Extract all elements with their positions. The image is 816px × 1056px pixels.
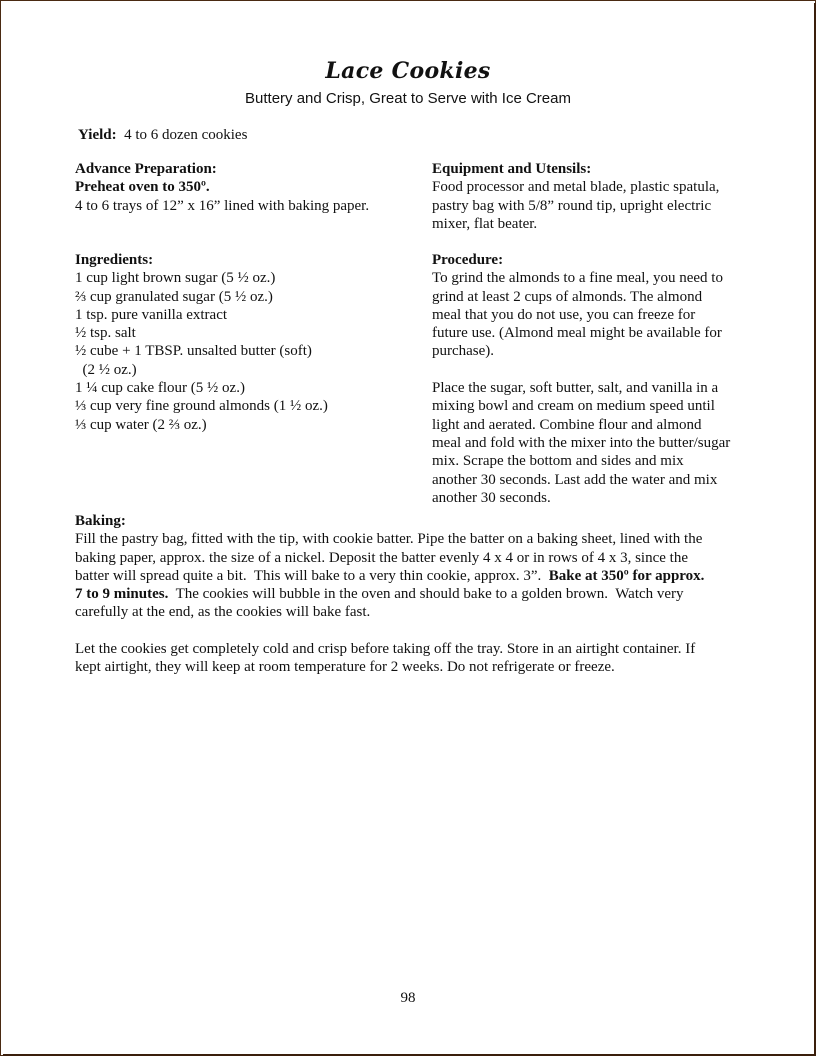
ingredients-section bbox=[75, 251, 415, 434]
procedure-line: future use. (Almond meal might be available for bbox=[432, 325, 722, 342]
page-number: 98 bbox=[400, 990, 416, 1006]
equipment-line: Food processor and metal blade, plastic spatula, bbox=[432, 179, 720, 196]
procedure-heading: Procedure: bbox=[432, 252, 504, 268]
baking-line: baking paper, approx. the size of a nickel. Deposit the batter evenly 4 x 4 or in rows of 4 x 3, since the bbox=[75, 549, 688, 566]
procedure-spacer bbox=[432, 361, 762, 379]
ingredient-item: ½ tsp. salt bbox=[75, 325, 136, 342]
recipe-subtitle: Buttery and Crisp, Great to Serve with Ice Cream bbox=[245, 90, 571, 107]
preheat-line: Preheat oven to 350º. bbox=[75, 179, 210, 196]
procedure-line: Place the sugar, soft butter, salt, and vanilla in a bbox=[432, 380, 719, 397]
ingredient-item: 1 ¼ cup cake flour (5 ½ oz.) bbox=[75, 380, 245, 397]
procedure-line: another 30 seconds. bbox=[432, 489, 551, 506]
ingredient-item: (2 ½ oz.) bbox=[75, 361, 137, 378]
baking-temp-emphasis: Bake at 350º for approx. bbox=[548, 567, 705, 584]
baking-heading: Baking: bbox=[75, 513, 126, 529]
baking-text: The cookies will bubble in the oven and should bake to a golden brown. Watch very bbox=[168, 586, 684, 603]
advance-preparation-heading: Advance Preparation: bbox=[75, 161, 217, 177]
equipment-section bbox=[432, 160, 762, 233]
baking-line: Fill the pastry bag, fitted with the tip, with cookie batter. Pipe the batter on a baking sheet, lined with the bbox=[75, 531, 703, 548]
baking-line bbox=[75, 567, 755, 585]
yield-line bbox=[78, 127, 247, 144]
procedure-line: meal and fold with the mixer into the butter/sugar bbox=[432, 434, 731, 451]
ingredient-item: ½ cube + 1 TBSP. unsalted butter (soft) bbox=[75, 343, 312, 360]
ingredient-item: ⅔ cup granulated sugar (5 ½ oz.) bbox=[75, 288, 273, 305]
baking-line: carefully at the end, as the cookies will bake fast. bbox=[75, 604, 371, 621]
procedure-line: another 30 seconds. Last add the water and mix bbox=[432, 471, 718, 488]
procedure-line: mixing bowl and cream on medium speed until bbox=[432, 398, 715, 415]
baking-time-emphasis: 7 to 9 minutes. bbox=[75, 586, 169, 603]
procedure-line: meal that you do not use, you can freeze for bbox=[432, 306, 696, 323]
ingredient-item: ⅓ cup very fine ground almonds (1 ½ oz.) bbox=[75, 398, 328, 415]
procedure-line: To grind the almonds to a fine meal, you need to bbox=[432, 270, 723, 287]
ingredient-item: 1 cup light brown sugar (5 ½ oz.) bbox=[75, 270, 276, 287]
recipe-title: Lace Cookies bbox=[325, 58, 491, 84]
ingredient-item: ⅓ cup water (2 ⅔ oz.) bbox=[75, 416, 207, 433]
procedure-line: grind at least 2 cups of almonds. The almond bbox=[432, 288, 703, 305]
procedure-section bbox=[432, 251, 762, 507]
procedure-line: mix. Scrape the bottom and sides and mix bbox=[432, 453, 684, 470]
baking-spacer bbox=[75, 622, 755, 640]
baking-section bbox=[75, 512, 755, 677]
ingredient-item: 1 tsp. pure vanilla extract bbox=[75, 306, 228, 323]
advance-preparation-section bbox=[75, 160, 415, 215]
baking-text: batter will spread quite a bit. This will bake to a very thin cookie, approx. 3”. bbox=[75, 567, 549, 584]
baking-line bbox=[75, 585, 755, 603]
storage-line: kept airtight, they will keep at room temperature for 2 weeks. Do not refrigerate or freeze. bbox=[75, 659, 615, 676]
procedure-line: purchase). bbox=[432, 343, 495, 360]
yield-value: 4 to 6 dozen cookies bbox=[124, 127, 248, 143]
procedure-line: light and aerated. Combine flour and almond bbox=[432, 416, 702, 433]
trays-line: 4 to 6 trays of 12” x 16” lined with baking paper. bbox=[75, 197, 370, 214]
equipment-line: mixer, flat beater. bbox=[432, 215, 538, 232]
ingredients-heading: Ingredients: bbox=[75, 252, 154, 268]
equipment-heading: Equipment and Utensils: bbox=[432, 161, 592, 177]
equipment-line: pastry bag with 5/8” round tip, upright electric bbox=[432, 197, 712, 214]
yield-label: Yield: bbox=[78, 127, 117, 143]
storage-line: Let the cookies get completely cold and crisp before taking off the tray. Store in an airtight container. If bbox=[75, 641, 696, 658]
